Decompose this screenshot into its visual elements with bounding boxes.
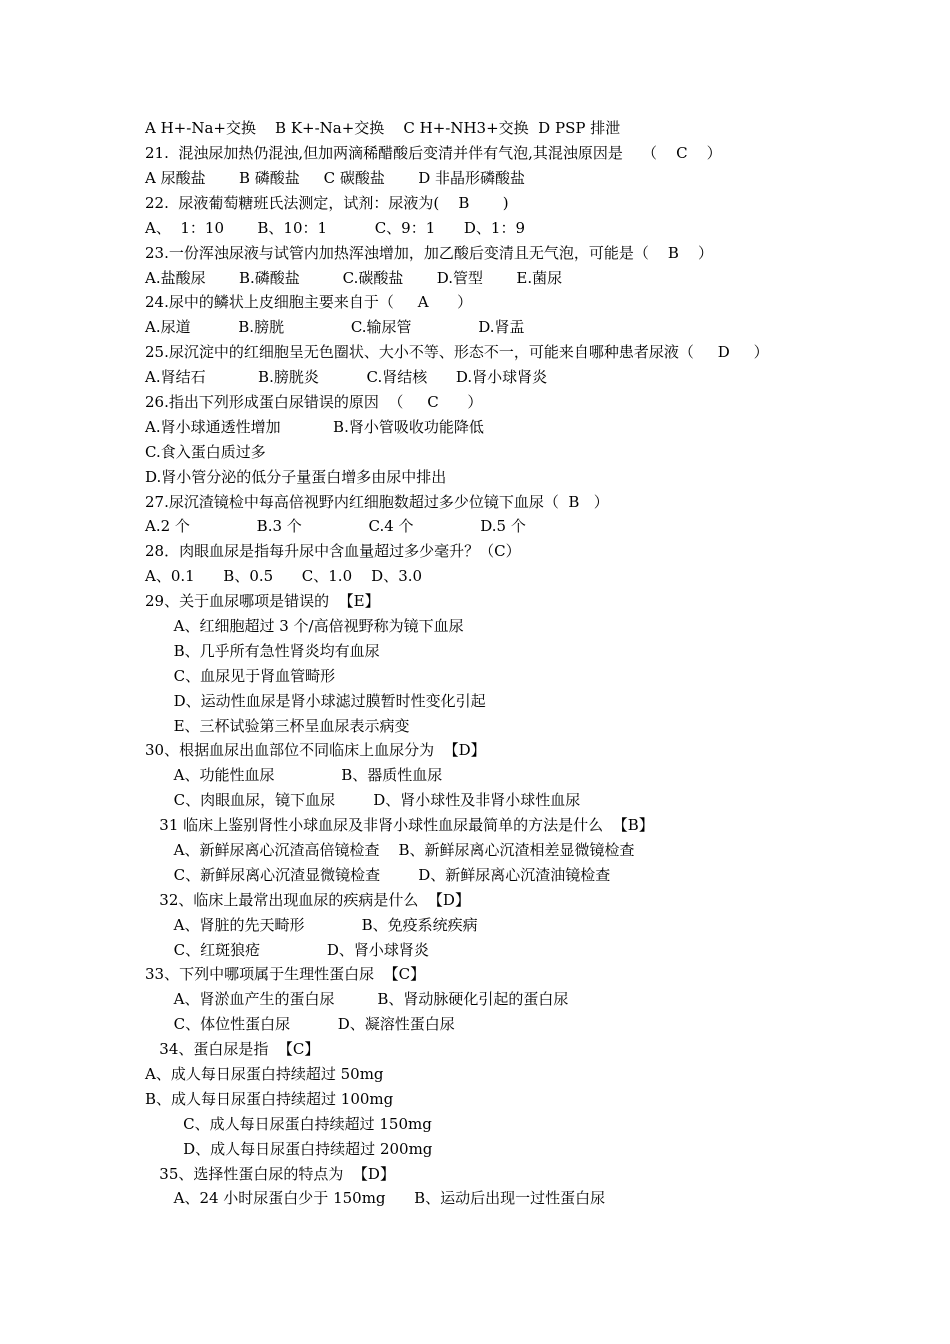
question-33: 33、下列中哪项属于生理性蛋白尿 【C】 <box>145 965 426 983</box>
text-line: A.盐酸尿 B.磷酸盐 C.碳酸盐 D.管型 E.菌尿 <box>145 269 563 287</box>
text-line: B、几乎所有急性肾炎均有血尿 <box>145 642 380 660</box>
text-line: C、体位性蛋白尿 D、凝溶性蛋白尿 <box>145 1015 455 1033</box>
text-line: A.肾小球通透性增加 B.肾小管吸收功能降低 <box>145 418 484 436</box>
text-line: A 尿酸盐 B 磷酸盐 C 碳酸盐 D 非晶形磷酸盐 <box>145 169 526 187</box>
text-line: A、 1：10 B、10：1 C、9：1 D、1：9 <box>145 219 525 237</box>
question-34: 34、蛋白尿是指 【C】 <box>145 1040 320 1058</box>
question-27: 27.尿沉渣镜检中每高倍视野内红细胞数超过多少位镜下血尿（ B ） <box>145 493 609 511</box>
question-24: 24.尿中的鳞状上皮细胞主要来自于（ A ） <box>145 293 473 311</box>
text-line: C.食入蛋白质过多 <box>145 443 266 461</box>
question-23: 23.一份浑浊尿液与试管内加热浑浊增加，加乙酸后变清且无气泡，可能是（ B ） <box>145 244 714 262</box>
text-line: E、三杯试验第三杯呈血尿表示病变 <box>145 717 410 735</box>
text-line: C、肉眼血尿，镜下血尿 D、肾小球性及非肾小球性血尿 <box>145 791 581 809</box>
text-line: A、肾脏的先天畸形 B、免疫系统疾病 <box>145 916 478 934</box>
text-line: A、成人每日尿蛋白持续超过 50mg <box>145 1065 384 1083</box>
question-32: 32、临床上最常出现血尿的疾病是什么 【D】 <box>145 891 470 909</box>
text-line: D、运动性血尿是肾小球滤过膜暂时性变化引起 <box>145 692 486 710</box>
text-line: C、红斑狼疮 D、肾小球肾炎 <box>145 941 429 959</box>
text-line: A.尿道 B.膀胱 C.输尿管 D.肾盂 <box>145 318 525 336</box>
text-line: C、成人每日尿蛋白持续超过 150mg <box>145 1115 432 1133</box>
question-22: 22. 尿液葡萄糖班氏法测定，试剂：尿液为( B ) <box>145 194 509 212</box>
text-line: D.肾小管分泌的低分子量蛋白增多由尿中排出 <box>145 468 447 486</box>
text-line: D、成人每日尿蛋白持续超过 200mg <box>145 1140 433 1158</box>
text-line: C、血尿见于肾血管畸形 <box>145 667 336 685</box>
text-line: A、功能性血尿 B、器质性血尿 <box>145 766 443 784</box>
question-21: 21. 混浊尿加热仍混浊,但加两滴稀醋酸后变清并伴有气泡,其混浊原因是 （ C ） <box>145 144 722 162</box>
question-28: 28．肉眼血尿是指每升尿中含血量超过多少毫升？（C） <box>145 542 521 560</box>
text-line: C、新鲜尿离心沉渣显微镜检查 D、新鲜尿离心沉渣油镜检查 <box>145 866 611 884</box>
question-30: 30、根据血尿出血部位不同临床上血尿分为 【D】 <box>145 741 486 759</box>
text-line: A.2 个 B.3 个 C.4 个 D.5 个 <box>145 517 526 535</box>
text-line: A、0.1 B、0.5 C、1.0 D、3.0 <box>145 567 423 585</box>
text-line: A、新鲜尿离心沉渣高倍镜检查 B、新鲜尿离心沉渣相差显微镜检查 <box>145 841 635 859</box>
text-line: A H+-Na+交换 B K+-Na+交换 C H+-NH3+交换 D PSP 排泄 <box>145 119 621 137</box>
text-line: A、肾淤血产生的蛋白尿 B、肾动脉硬化引起的蛋白尿 <box>145 990 569 1008</box>
question-31: 31 临床上鉴别肾性小球血尿及非肾小球性血尿最简单的方法是什么 【B】 <box>145 816 654 834</box>
text-line: A、24 小时尿蛋白少于 150mg B、运动后出现一过性蛋白尿 <box>145 1189 606 1207</box>
text-line: A.肾结石 B.膀胱炎 C.肾结核 D.肾小球肾炎 <box>145 368 548 386</box>
text-line: B、成人每日尿蛋白持续超过 100mg <box>145 1090 394 1108</box>
question-25: 25.尿沉淀中的红细胞呈无色圈状、大小不等、形态不一，可能来自哪种患者尿液（ D ） <box>145 343 769 361</box>
question-26: 26.指出下列形成蛋白尿错误的原因 （ C ） <box>145 393 483 411</box>
question-29: 29、关于血尿哪项是错误的 【E】 <box>145 592 380 610</box>
text-line: A、红细胞超过 3 个/高倍视野称为镜下血尿 <box>145 617 464 635</box>
question-35: 35、选择性蛋白尿的特点为 【D】 <box>145 1165 395 1183</box>
